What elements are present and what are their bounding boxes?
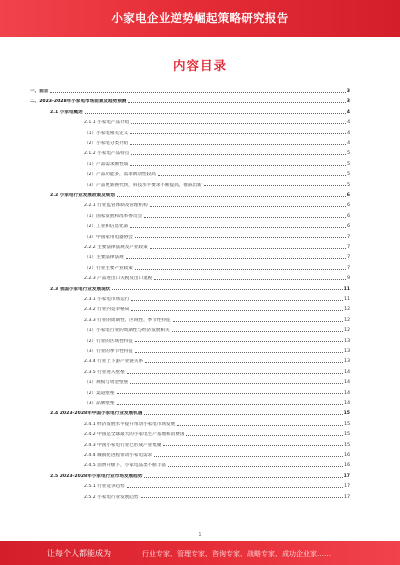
- footer-bar: [0, 541, 400, 565]
- toc-entry-page: 11: [343, 286, 350, 292]
- toc-leader-dots: [150, 247, 346, 249]
- toc-entry-text: 2.3 我国小家电行业发展现状: [50, 286, 111, 292]
- toc-entry[interactable]: [84, 479, 350, 489]
- toc-entry-page: 6: [347, 203, 350, 209]
- toc-leader-dots: [144, 413, 342, 415]
- toc-leader-dots: [131, 122, 346, 124]
- toc-entry-text: 2.1.1 小家电产品介绍: [84, 120, 130, 126]
- toc-entry[interactable]: [50, 188, 350, 198]
- toc-entry-text: （1）产品需求刚性弱: [84, 161, 129, 167]
- toc-entry[interactable]: [84, 146, 350, 156]
- toc-entry[interactable]: [84, 240, 350, 250]
- toc-leader-dots: [131, 309, 343, 311]
- toc-entry[interactable]: [30, 84, 350, 94]
- toc-entry-text: （3）品牌壁垒: [84, 401, 115, 406]
- toc-entry-text: （1）国家发展和改革委员会: [84, 213, 143, 219]
- toc-entry-text: （1）规模与资金壁垒: [84, 380, 129, 386]
- toc-entry-text: 2.4.4 城镇化进程带动小家电需求: [84, 453, 153, 458]
- toc-entry[interactable]: [84, 261, 350, 271]
- toc-entry-page: 17: [343, 473, 350, 479]
- toc-entry-page: 4: [347, 130, 350, 136]
- toc-entry[interactable]: [84, 323, 350, 333]
- toc-entry-text: （1）主要法律法规: [84, 255, 124, 261]
- toc-entry[interactable]: [50, 282, 350, 292]
- toc-entry-text: 2.1 小家电概述: [50, 109, 83, 115]
- toc-leader-dots: [130, 382, 343, 384]
- toc-entry[interactable]: [84, 167, 350, 177]
- toc-entry[interactable]: [84, 386, 350, 396]
- toc-leader-dots: [50, 91, 345, 93]
- toc-entry-page: 14: [344, 401, 350, 406]
- toc-entry[interactable]: [84, 448, 350, 458]
- toc-entry[interactable]: [50, 406, 350, 416]
- toc-entry[interactable]: [84, 136, 350, 146]
- toc-entry-text: 2.3.4 行业上下游产业链关系: [84, 359, 144, 365]
- toc-entry[interactable]: [84, 250, 350, 260]
- toc-leader-dots: [131, 299, 343, 301]
- toc-leader-dots: [135, 236, 346, 238]
- toc-entry-text: 2.3.5 行业进入壁垒: [84, 369, 125, 375]
- toc-entry-text: 二、2023-2028年小家电市场前景及趋势预测: [30, 99, 127, 105]
- toc-entry[interactable]: [84, 219, 350, 229]
- toc-entry[interactable]: [84, 417, 350, 427]
- toc-entry-page: 11: [344, 297, 350, 302]
- toc-entry[interactable]: [84, 115, 350, 125]
- toc-entry-page: 17: [344, 484, 350, 490]
- toc-entry-text: （2）渠道壁垒: [84, 390, 115, 396]
- toc-entry-page: 13: [344, 359, 350, 365]
- toc-entry-text: （2）工业和信息化部: [84, 224, 129, 230]
- toc-entry-text: 2.2.1 行业监管体制及管理机构: [84, 203, 148, 209]
- toc-entry-page: 5: [347, 182, 350, 188]
- toc-entry-text: （3）中国家用电器协会: [84, 234, 133, 240]
- toc-leader-dots: [177, 424, 343, 426]
- toc-leader-dots: [135, 351, 343, 353]
- toc-entry[interactable]: [84, 396, 350, 406]
- toc-leader-dots: [144, 216, 346, 218]
- toc-entry-text: 2.2 小家电行业发展政策及规划: [50, 193, 115, 198]
- toc-entry-page: 12: [344, 317, 350, 323]
- toc-entry[interactable]: [84, 438, 350, 448]
- toc-leader-dots: [168, 465, 343, 467]
- toc-entry[interactable]: [84, 302, 350, 312]
- toc-entry-page: 15: [343, 411, 350, 417]
- toc-entry-text: 2.4.2 中国是全球最大的小家电生产基地和消费国: [84, 432, 185, 438]
- toc-entry[interactable]: [84, 354, 350, 364]
- toc-entry-page: 13: [344, 338, 350, 344]
- toc-leader-dots: [126, 257, 346, 259]
- toc-leader-dots: [173, 320, 343, 322]
- toc-leader-dots: [150, 205, 346, 207]
- toc-entry-text: 2.4.1 经济发展水平提升带动小家电市场发展: [84, 421, 176, 427]
- toc-leader-dots: [135, 340, 343, 342]
- toc-entry-text: 2.2.3 产品进出口关税及出口退税: [84, 276, 153, 282]
- toc-entry-text: 2.4 2023-2028年中国小家电行业发展机遇: [50, 411, 143, 417]
- toc-entry-page: 14: [344, 369, 350, 375]
- toc-leader-dots: [130, 143, 346, 145]
- toc-entry-page: 6: [347, 224, 350, 230]
- toc-entry-page: 15: [344, 432, 350, 438]
- toc-entry-text: （2）行业的区域性特征: [84, 338, 133, 344]
- toc-entry-page: 3: [346, 99, 350, 105]
- toc-entry-page: 13: [344, 349, 350, 354]
- toc-entry-page: 7: [347, 234, 350, 240]
- toc-entry-text: 2.5.2 小家电行业发展趋势: [84, 494, 139, 500]
- toc-entry-text: 一、前言: [30, 89, 49, 94]
- toc-leader-dots: [135, 268, 346, 270]
- page-number: 1: [198, 532, 202, 538]
- toc-heading: 内容目录: [172, 58, 227, 73]
- footer-slogan: 让每个人都能成为: [47, 549, 111, 558]
- toc-leader-dots: [186, 434, 343, 436]
- toc-entry-page: 7: [347, 265, 350, 271]
- toc-leader-dots: [128, 101, 345, 103]
- toc-leader-dots: [141, 496, 344, 498]
- toc-entry-page: 5: [347, 161, 350, 167]
- toc-entry-page: 5: [347, 151, 350, 157]
- toc-leader-dots: [144, 476, 342, 478]
- toc-entry-page: 4: [347, 120, 350, 126]
- toc-leader-dots: [130, 226, 346, 228]
- toc-entry-text: 2.1.2 小家电产品特点: [84, 151, 130, 157]
- toc-entry[interactable]: [84, 334, 350, 344]
- toc-leader-dots: [127, 486, 343, 488]
- toc-entry-page: 6: [346, 193, 350, 198]
- toc-entry[interactable]: [84, 375, 350, 385]
- toc-entry-page: 3: [346, 89, 350, 94]
- toc-entry[interactable]: [50, 469, 350, 479]
- toc-entry[interactable]: [84, 427, 350, 437]
- toc-entry[interactable]: [84, 458, 350, 468]
- toc-entry-text: （2）产品功能多，需求被动性较高: [84, 172, 156, 178]
- toc-leader-dots: [130, 164, 346, 166]
- toc-entry-text: （3）行业的季节性特征: [84, 349, 133, 354]
- toc-entry[interactable]: [84, 313, 350, 323]
- toc-entry[interactable]: [84, 292, 350, 302]
- toc-entry-page: 15: [344, 421, 350, 427]
- report-header-bar: [0, 0, 400, 37]
- toc-entry-page: 14: [344, 380, 350, 386]
- toc-entry[interactable]: [84, 490, 350, 500]
- toc-leader-dots: [127, 372, 343, 374]
- footer-tagline: 行业专家、管理专家、咨询专家、战略专家、成功企业家……: [142, 549, 331, 558]
- toc-entry[interactable]: [84, 271, 350, 281]
- toc-leader-dots: [154, 455, 343, 457]
- toc-entry-text: （2）行业主要产业政策: [84, 265, 133, 271]
- toc-entry-text: （2）小家电分类介绍: [84, 141, 129, 146]
- toc-entry-page: 9: [347, 276, 350, 282]
- toc-entry[interactable]: [50, 105, 350, 115]
- toc-entry[interactable]: [84, 230, 350, 240]
- toc-entry-page: 16: [344, 463, 350, 469]
- toc-leader-dots: [117, 403, 344, 405]
- toc-entry-text: 2.3.1 小家电市场运行: [84, 297, 130, 302]
- toc-entry-page: 15: [344, 442, 350, 448]
- toc-entry-page: 5: [347, 172, 350, 178]
- toc-entry-text: 2.3.2 行业内竞争格局: [84, 307, 130, 313]
- toc-entry-page: 4: [346, 109, 350, 115]
- toc-entry-page: 4: [347, 141, 350, 146]
- toc-entry[interactable]: [84, 344, 350, 354]
- toc-entry[interactable]: [30, 94, 350, 104]
- toc-entry-page: 16: [344, 453, 350, 458]
- toc-entry-page: 7: [347, 245, 350, 250]
- toc-entry-page: 12: [344, 328, 350, 334]
- toc-entry-text: （3）产品更新换代快，科技水平要求不断提高，推陈出新: [84, 182, 202, 188]
- toc-entry-text: 2.3.3 行业的周期性、区域性、季节性特征: [84, 317, 171, 323]
- toc-entry[interactable]: [84, 157, 350, 167]
- toc-entry-text: 2.5 2023-2028年小家电行业市场发展趋势: [50, 473, 143, 479]
- toc-leader-dots: [154, 278, 346, 280]
- toc-entry-text: 2.4.3 中国小家电行业已形成产业集聚: [84, 442, 162, 448]
- toc-leader-dots: [117, 392, 344, 394]
- toc-entry-page: 17: [344, 494, 350, 500]
- toc-leader-dots: [112, 288, 342, 290]
- toc-entry-text: （1）小家电相关定义: [84, 130, 129, 136]
- toc-entry[interactable]: [84, 365, 350, 375]
- toc-entry[interactable]: [84, 198, 350, 208]
- toc-entry-text: 2.2.2 主要法律法规及产业政策: [84, 245, 148, 250]
- toc-entry-page: 12: [344, 307, 350, 313]
- toc-leader-dots: [204, 184, 346, 186]
- toc-entry[interactable]: [84, 209, 350, 219]
- toc-entry-text: 2.4.5 消费升级下，小家电品类不断丰富: [84, 463, 167, 469]
- report-title: 小家电企业逆势崛起策略研究报告: [111, 11, 289, 25]
- toc-entry-page: 7: [347, 255, 350, 261]
- toc-entry-page: 6: [347, 213, 350, 219]
- toc-leader-dots: [130, 132, 346, 134]
- toc-entry-text: （1）小家电行业的周期性与经济发展相关: [84, 328, 170, 334]
- toc-leader-dots: [172, 330, 344, 332]
- toc-leader-dots: [85, 112, 346, 114]
- toc-leader-dots: [163, 444, 343, 446]
- toc-leader-dots: [158, 174, 346, 176]
- toc-entry[interactable]: [84, 126, 350, 136]
- toc-leader-dots: [145, 361, 343, 363]
- toc-entry-text: 2.5.1 行业竞争趋势: [84, 484, 125, 490]
- toc-entry-page: 14: [344, 390, 350, 396]
- toc-entry[interactable]: [84, 178, 350, 188]
- toc-leader-dots: [117, 195, 346, 197]
- toc-leader-dots: [131, 153, 346, 155]
